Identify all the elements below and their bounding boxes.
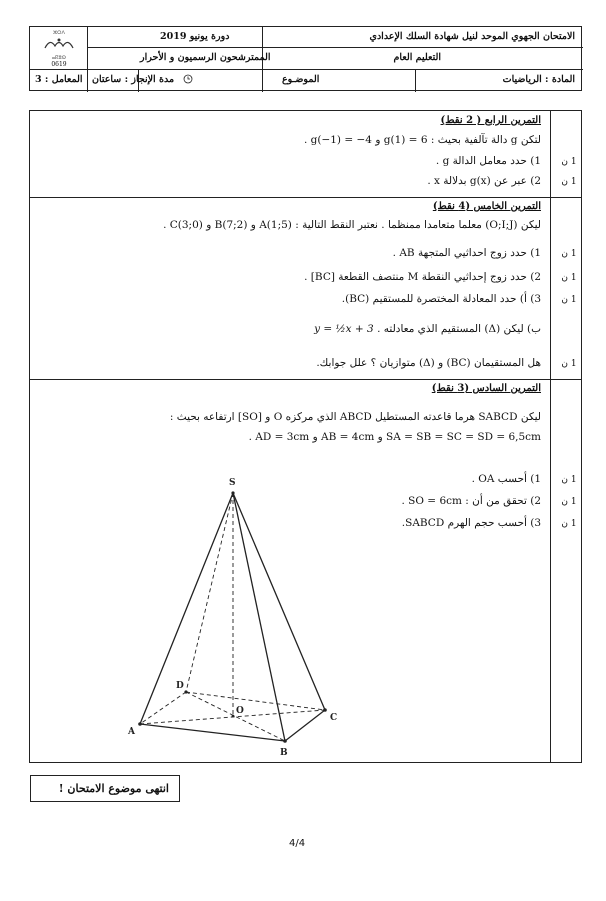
exercise5-intro: ليكن (O;I;J) معلما متعامدا ممنظما . نعتبر النقط التالية : A(1;5) و B(7;2) و C(3;0) . (163, 219, 541, 231)
line-equation: y = ½x + 3 . (314, 323, 381, 335)
points-label: 1 ن (561, 519, 577, 529)
logo-emblem-icon (42, 36, 76, 52)
exercise4-title: التمرين الرابع ( 2 نقط) (440, 115, 541, 126)
points-label: 1 ن (561, 295, 577, 305)
label-B: B (280, 748, 288, 758)
exercise6-q1: 1) أحسب OA . (471, 473, 541, 485)
label-A: A (128, 727, 135, 737)
page-number: 4/4 (289, 838, 306, 849)
pyramid-figure (120, 471, 350, 761)
label-D: D (176, 681, 184, 691)
points-label: 1 ن (561, 475, 577, 485)
exercises-table (29, 110, 582, 763)
points-label: 1 ن (561, 157, 577, 167)
points-label: 1 ن (561, 177, 577, 187)
exam-title: الامتحان الجهوي الموحد لنيل شهادة السلك الإعدادي (369, 31, 575, 42)
exercise6-intro: ليكن SABCD هرما قاعدته المستطيل ABCD الذي مركزه O و [SO] ارتفاعه بحيث : (169, 411, 541, 423)
label-S: S (229, 478, 236, 488)
exercise6-dims: SA = SB = SC = SD = 6,5cm و AB = 4cm و AD = 3cm . (248, 431, 541, 443)
exercise4-q1: 1) حدد معامل الدالة g . (435, 155, 541, 167)
points-label: 1 ن (561, 273, 577, 283)
edge-AB (140, 724, 285, 741)
header-divider (415, 69, 416, 92)
exercise-divider (30, 379, 581, 380)
exercise-divider (30, 197, 581, 198)
exercise5-q1: 1) حدد زوج احداثيي المتجهة AB . (392, 247, 541, 259)
exam-duration: مدة الإنجاز : ساعتان (92, 74, 175, 85)
points-label: 1 ن (561, 359, 577, 369)
end-of-exam-text: انتهى موضوع الامتحان ! (58, 782, 169, 795)
points-label: 1 ن (561, 497, 577, 507)
exam-candidates: الممترشحون الرسميون و الأحرار (140, 52, 271, 63)
exercise4-intro: لتكن g دالة تآلفية بحيث : g(1) = 6 و g(−1) = −4 . (303, 134, 541, 146)
exercise6-title: التمرين السادس (3 نقط) (431, 383, 541, 394)
exam-header (29, 26, 582, 91)
end-of-exam-box (30, 775, 180, 802)
diagonal-DB (186, 692, 285, 741)
label-O: O (236, 706, 244, 716)
edge-DC (186, 692, 325, 710)
header-divider (87, 47, 583, 48)
exam-subject: المادة : الرياضيات (502, 74, 575, 85)
exercise5-q3a: 3) أ) حدد المعادلة المختصرة للمستقيم (BC). (341, 293, 541, 305)
clock-icon (183, 74, 193, 84)
exam-session: دورة يونيو 2019 (160, 31, 230, 42)
header-divider (87, 27, 88, 92)
header-divider (30, 69, 87, 70)
exercise6-q3: 3) أحسب حجم الهرم SABCD. (401, 517, 541, 529)
exercise4-q2: 2) عبر عن g(x) بدلالة x . (427, 175, 541, 187)
points-column-divider (550, 111, 551, 762)
exam-coefficient: المعامل : 3 (35, 74, 83, 85)
points-label: 1 ن (561, 249, 577, 259)
edge-BC (285, 710, 325, 741)
edge-SC (233, 493, 325, 710)
exercise5-q3b-question: هل المستقيمان (BC) و (Δ) متوازيان ؟ علل جوابك. (316, 357, 541, 369)
exam-track: التعليم العام (393, 52, 441, 63)
exercise5-q2: 2) حدد زوج إحداثيي النقطة M منتصف القطعة [BC] . (304, 271, 541, 283)
exercise5-q3b: ب) ليكن (Δ) المستقيم الذي معادلته y = ½x + 3 . (314, 323, 541, 335)
exercise6-q2: 2) تحقق من أن : SO = 6cm . (401, 495, 541, 507)
academy-logo: ⵣⵔⴷ ⴰⴽⵓⵙ 0619 (34, 30, 84, 68)
exercise5-title: التمرين الخامس (4 نقط) (432, 201, 541, 212)
edge-SA (140, 493, 233, 724)
exam-topic: الموضـوع (282, 74, 320, 85)
label-C: C (330, 713, 338, 723)
header-divider (87, 69, 583, 70)
